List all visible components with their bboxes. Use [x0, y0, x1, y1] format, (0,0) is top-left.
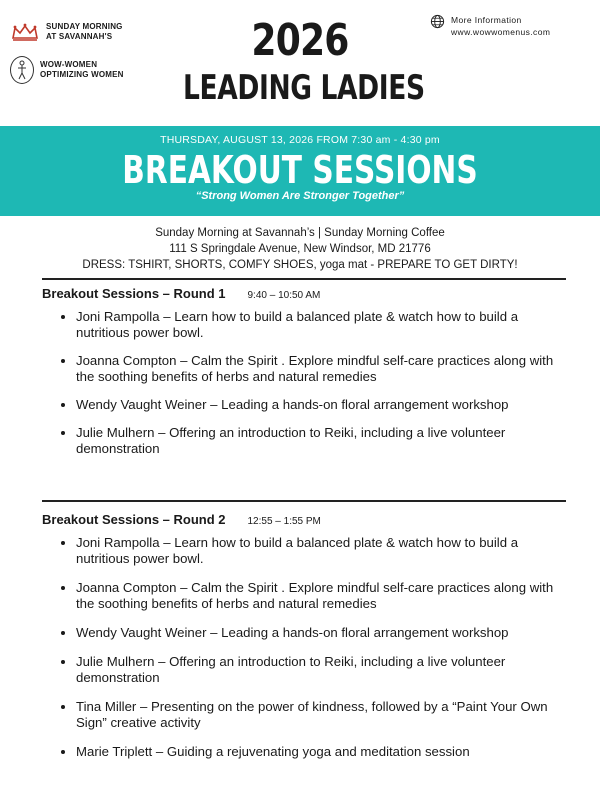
list-item: • Tina Miller – Presenting on the power of kindness, followed by a “Paint Your Own Sign” creative activity: [76, 699, 572, 731]
globe-icon: [430, 14, 445, 29]
round-1-time: 9:40 – 10:50 AM: [247, 290, 321, 301]
crown-icon: [10, 23, 40, 41]
round-1-title: Breakout Sessions – Round 1: [42, 286, 226, 301]
event-date: THURSDAY, AUGUST 13, 2026 FROM 7:30 am - 4:30 pm: [160, 134, 440, 146]
banner-tagline: “Strong Women Are Stronger Together”: [195, 190, 405, 202]
list-item: • Joni Rampolla – Learn how to build a balanced plate & watch how to build a nutritious power bowl.: [76, 535, 572, 567]
event-year: 2026: [251, 15, 349, 66]
round-2-list: [42, 535, 572, 760]
banner-title: BREAKOUT SESSIONS: [122, 148, 478, 192]
wow-logo-line1: WOW-WOMEN: [40, 60, 98, 69]
sunday-logo-line2: AT SAVANNAH'S: [46, 32, 113, 41]
info-label: More Information: [451, 15, 522, 25]
round-1-list: [42, 309, 572, 457]
list-item: • Joanna Compton – Calm the Spirit . Explore mindful self-care practices along with the soothing benefits of herbs and natural remedies: [76, 353, 572, 385]
banner: [0, 126, 600, 216]
list-item: • Joanna Compton – Calm the Spirit . Explore mindful self-care practices along with the soothing benefits of herbs and natural remedies: [76, 580, 572, 612]
dress-code: DRESS: TSHIRT, SHORTS, COMFY SHOES, yoga mat - PREPARE TO GET DIRTY!: [82, 259, 518, 271]
round-2-section: [42, 512, 572, 760]
round-2-time: 12:55 – 1:55 PM: [247, 516, 321, 527]
venue-info: [0, 225, 600, 273]
venue-name: Sunday Morning at Savannah’s | Sunday Morning Coffee: [155, 227, 445, 239]
sunday-logo-line1: SUNDAY MORNING: [46, 22, 123, 31]
round-1-section: [42, 286, 572, 457]
venue-address: 111 S Springdale Avenue, New Windsor, MD 21776: [169, 243, 431, 255]
round-2-title: Breakout Sessions – Round 2: [42, 512, 226, 527]
divider: [42, 278, 566, 280]
list-item: • Julie Mulhern – Offering an introduction to Reiki, including a live volunteer demonstration: [76, 654, 572, 686]
info-url[interactable]: www.wowwomenus.com: [451, 27, 551, 37]
list-item: • Wendy Vaught Weiner – Leading a hands-on floral arrangement workshop: [76, 625, 572, 641]
list-item: • Julie Mulhern – Offering an introduction to Reiki, including a live volunteer demonstration: [76, 425, 572, 457]
wow-seal-icon: [10, 56, 34, 84]
wow-logo-line2: OPTIMIZING WOMEN: [40, 70, 124, 79]
list-item: • Joni Rampolla – Learn how to build a balanced plate & watch how to build a nutritious power bowl.: [76, 309, 572, 341]
list-item: • Marie Triplett – Guiding a rejuvenating yoga and meditation session: [76, 744, 572, 760]
event-name: LEADING LADIES: [183, 68, 425, 108]
more-info: [430, 14, 580, 38]
list-item: • Wendy Vaught Weiner – Leading a hands-on floral arrangement workshop: [76, 397, 572, 413]
event-title: [150, 16, 450, 110]
divider: [42, 500, 566, 502]
